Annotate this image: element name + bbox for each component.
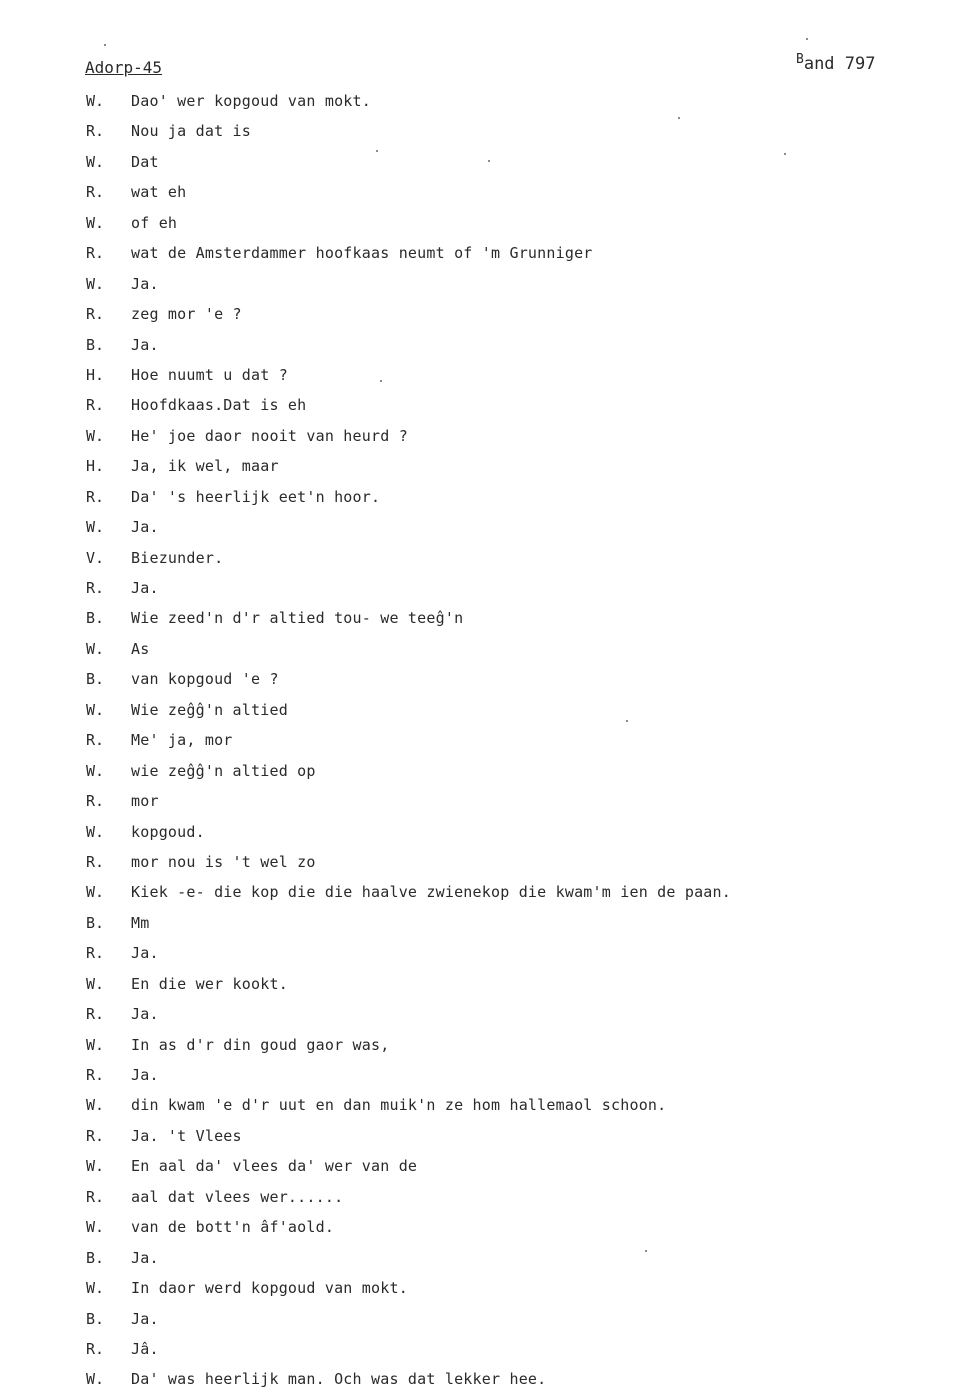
utterance-text: In as d'r din goud gaor was, <box>131 1035 390 1054</box>
speaker-label: W. <box>86 639 105 658</box>
utterance-text: Ja. <box>131 1005 159 1024</box>
speaker-label: W. <box>86 92 105 110</box>
utterance-text: Da' was heerlijk man. Och was dat lekker hee. <box>131 1370 547 1389</box>
transcript-line <box>0 938 973 968</box>
utterance-text: aal dat vlees wer...... <box>131 1187 344 1206</box>
transcript-line <box>0 1121 973 1151</box>
utterance-text: Da' 's heerlijk eet'n hoor. <box>131 487 381 506</box>
transcript-line <box>0 908 973 938</box>
utterance-text: Kiek -e- die kop die die haalve zwienekop die kwam'm ien de paan. <box>131 883 731 902</box>
transcript-line <box>0 543 973 573</box>
utterance-text: wat de Amsterdammer hoofkaas neumt of 'm Grunniger <box>131 244 593 263</box>
utterance-text: In daor werd kopgoud van mokt. <box>131 1279 408 1298</box>
transcript-line <box>0 603 973 633</box>
speck <box>376 150 378 152</box>
utterance-text: Mm <box>131 913 150 932</box>
utterance-text: Ja. <box>131 1309 159 1328</box>
utterance-text: Ja. <box>131 518 159 537</box>
utterance-text: wat eh <box>131 183 187 202</box>
speaker-label: R. <box>86 1126 105 1145</box>
speaker-label: W. <box>86 1370 105 1389</box>
utterance-text: En die wer kookt. <box>131 974 288 993</box>
transcript-line <box>0 177 973 207</box>
transcript-line <box>0 208 973 238</box>
transcript-line <box>0 847 973 877</box>
utterance-text: Hoofdkaas.Dat is eh <box>131 396 307 415</box>
transcript-line <box>0 999 973 1029</box>
speaker-label: W. <box>86 761 105 780</box>
speaker-label: W. <box>86 1035 105 1054</box>
utterance-text: Dat <box>131 152 159 171</box>
utterance-text: Ja. <box>131 274 159 293</box>
speaker-label: W. <box>86 518 105 537</box>
speaker-label: W. <box>86 152 105 171</box>
utterance-text: Nou ja dat is <box>131 122 251 141</box>
speaker-label: R. <box>86 487 105 506</box>
speaker-label: W. <box>86 213 105 232</box>
document-title: Adorp-45 <box>85 58 163 77</box>
speaker-label: W. <box>86 274 105 293</box>
transcript-line <box>0 1030 973 1060</box>
speck <box>806 38 808 40</box>
speaker-label: W. <box>86 1157 105 1176</box>
utterance-text: kopgoud. <box>131 822 205 841</box>
transcript-line <box>0 1334 973 1364</box>
transcript-line <box>0 1243 973 1273</box>
transcript-line <box>0 1182 973 1212</box>
utterance-text: As <box>131 639 150 658</box>
speaker-label: B. <box>86 335 105 354</box>
utterance-text: mor nou is 't wel zo <box>131 852 316 871</box>
speaker-label: R. <box>86 792 105 811</box>
speaker-label: R. <box>86 183 105 202</box>
speaker-label: H. <box>86 365 105 384</box>
speck <box>488 160 490 162</box>
utterance-text: Wie zeĝĝ'n altied <box>131 700 288 719</box>
speaker-label: V. <box>86 548 105 567</box>
utterance-text: mor <box>131 792 159 811</box>
utterance-text: Ja. <box>131 579 159 597</box>
utterance-text: Hoe nuumt u dat ? <box>131 365 288 384</box>
utterance-text: Dao' wer kopgoud van mokt. <box>131 92 371 110</box>
utterance-text: van de bott'n âf'aold. <box>131 1218 335 1237</box>
speaker-label: R. <box>86 1005 105 1024</box>
speaker-label: R. <box>86 852 105 871</box>
speaker-label: W. <box>86 700 105 719</box>
transcript-line <box>0 1304 973 1334</box>
utterance-text: En aal da' vlees da' wer van de <box>131 1157 418 1176</box>
transcript-line <box>0 634 973 664</box>
transcript-line <box>0 116 973 146</box>
transcript-line <box>0 1090 973 1120</box>
speaker-label: R. <box>86 579 105 597</box>
speck <box>380 380 382 382</box>
speaker-label: R. <box>86 731 105 750</box>
utterance-text: Jâ. <box>131 1339 159 1358</box>
speaker-label: R. <box>86 122 105 141</box>
utterance-text: Ja. <box>131 335 159 354</box>
speaker-label: R. <box>86 944 105 963</box>
transcript-line <box>0 299 973 329</box>
utterance-text: zeg mor 'e ? <box>131 305 242 324</box>
transcript-line <box>0 238 973 268</box>
speaker-label: W. <box>86 974 105 993</box>
transcript-line <box>0 451 973 481</box>
band-rest: and 797 <box>803 54 876 74</box>
transcript-line <box>0 269 973 299</box>
speaker-label: R. <box>86 1187 105 1206</box>
utterance-text: Ja. <box>131 944 159 963</box>
speaker-label: B. <box>86 1248 105 1267</box>
speaker-label: W. <box>86 1218 105 1237</box>
utterance-text: He' joe daor nooit van heurd ? <box>131 426 408 445</box>
speaker-label: W. <box>86 426 105 445</box>
transcript-line <box>0 1151 973 1181</box>
speaker-label: B. <box>86 609 105 628</box>
transcript-line <box>0 786 973 816</box>
speaker-label: H. <box>86 457 105 476</box>
transcript-line <box>0 725 973 755</box>
utterance-text: Ja. 't Vlees <box>131 1126 242 1145</box>
transcript-line <box>0 86 973 116</box>
utterance-text: van kopgoud 'e ? <box>131 670 279 689</box>
speaker-label: B. <box>86 913 105 932</box>
speaker-label: W. <box>86 822 105 841</box>
speck <box>626 720 628 722</box>
transcript-line <box>0 330 973 360</box>
utterance-text: din kwam 'e d'r uut en dan muik'n ze hom hallemaol schoon. <box>131 1096 667 1115</box>
speck <box>645 1250 647 1252</box>
transcript-line <box>0 421 973 451</box>
speck <box>678 117 680 119</box>
transcript-line <box>0 1273 973 1303</box>
transcript-line <box>0 695 973 725</box>
speaker-label: W. <box>86 883 105 902</box>
transcript-line <box>0 573 973 603</box>
speaker-label: W. <box>86 1096 105 1115</box>
speaker-label: R. <box>86 305 105 324</box>
band-number <box>796 54 875 74</box>
transcript-line <box>0 969 973 999</box>
speaker-label: W. <box>86 1279 105 1298</box>
transcript-line <box>0 664 973 694</box>
transcript-line <box>0 1364 973 1394</box>
utterance-text: wie zeĝĝ'n altied op <box>131 761 316 780</box>
utterance-text: Ja. <box>131 1066 159 1084</box>
speaker-label: B. <box>86 1309 105 1328</box>
speck <box>104 44 106 46</box>
band-prefix: B <box>796 52 804 67</box>
transcript-lines <box>0 86 973 1395</box>
transcript-line <box>0 512 973 542</box>
transcript-line <box>0 390 973 420</box>
utterance-text: Biezunder. <box>131 548 224 567</box>
transcript-line <box>0 1212 973 1242</box>
utterance-text: Wie zeed'n d'r altied tou- we teeĝ'n <box>131 609 464 628</box>
transcript-line <box>0 360 973 390</box>
transcript-line <box>0 756 973 786</box>
utterance-text: Ja, ik wel, maar <box>131 457 279 476</box>
speck <box>784 153 786 155</box>
transcript-line <box>0 147 973 177</box>
utterance-text: Ja. <box>131 1248 159 1267</box>
transcript-line <box>0 877 973 907</box>
speaker-label: B. <box>86 670 105 689</box>
speaker-label: R. <box>86 1066 105 1084</box>
speaker-label: R. <box>86 396 105 415</box>
speaker-label: R. <box>86 244 105 263</box>
transcript-line <box>0 482 973 512</box>
transcript-line <box>0 817 973 847</box>
utterance-text: Me' ja, mor <box>131 731 233 750</box>
speaker-label: R. <box>86 1339 105 1358</box>
utterance-text: of eh <box>131 213 178 232</box>
transcript-line <box>0 1060 973 1090</box>
